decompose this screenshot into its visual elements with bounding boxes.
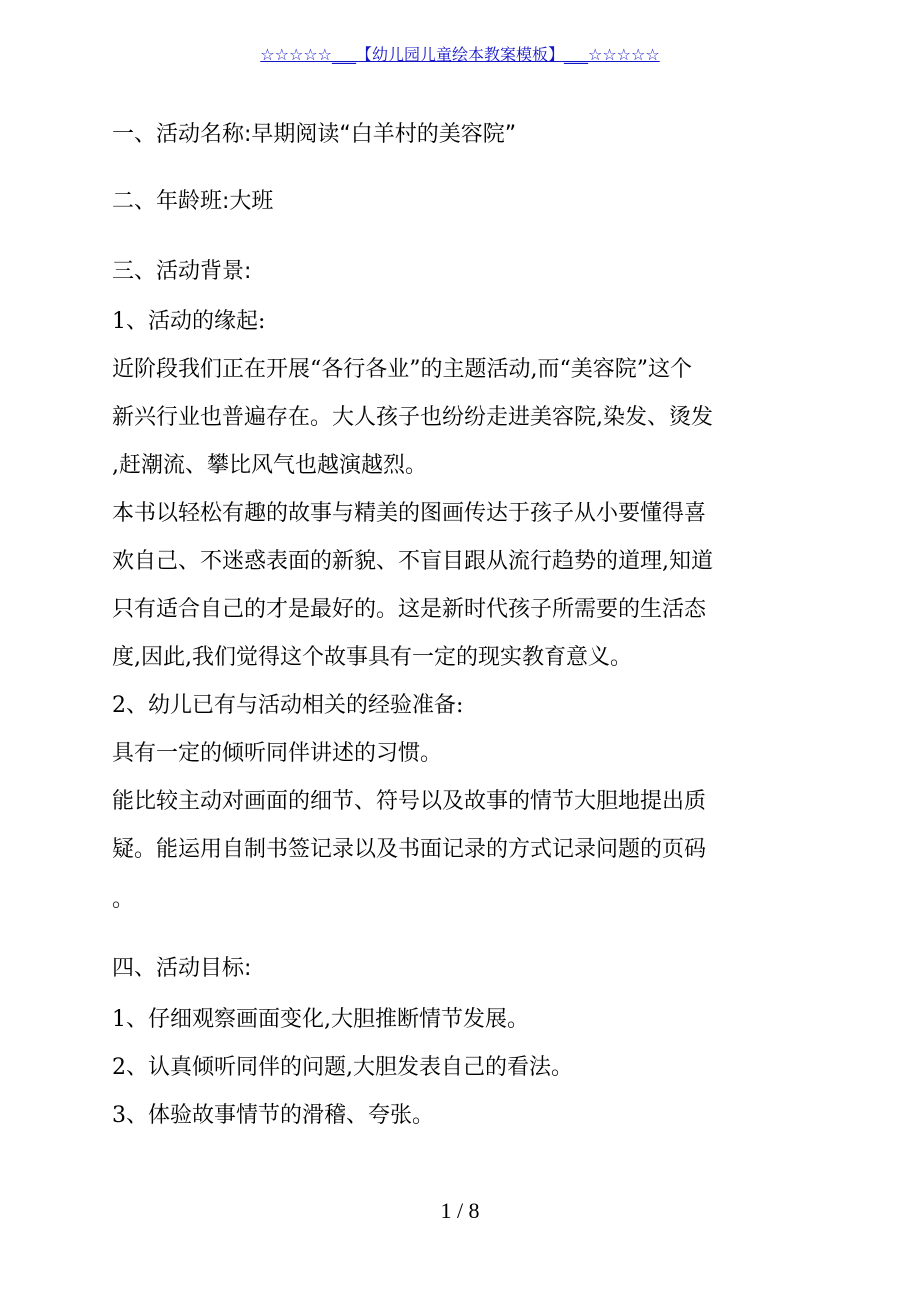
subheading-experience: 2、幼儿已有与活动相关的经验准备: bbox=[112, 693, 464, 718]
goal-item: 2、认真倾听同伴的问题,大胆发表自己的看法。 bbox=[112, 1055, 573, 1080]
paragraph-line: 疑。能运用自制书签记录以及书面记录的方式记录问题的页码 bbox=[112, 837, 707, 862]
paragraph-line: 本书以轻松有趣的故事与精美的图画传达于孩子从小要懂得喜 bbox=[112, 501, 707, 526]
section-heading-goals: 四、活动目标: bbox=[112, 956, 252, 981]
section-heading-background: 三、活动背景: bbox=[112, 259, 252, 284]
section-heading-activity-name: 一、活动名称:早期阅读“白羊村的美容院” bbox=[112, 122, 517, 147]
paragraph-line: 近阶段我们正在开展“各行各业”的主题活动,而“美容院”这个 bbox=[112, 357, 692, 382]
paragraph-line: 能比较主动对画面的细节、符号以及故事的情节大胆地提出质 bbox=[112, 789, 707, 814]
section-heading-age-group: 二、年龄班:大班 bbox=[112, 189, 274, 214]
paragraph-line: 。 bbox=[112, 887, 135, 912]
paragraph-line: 具有一定的倾听同伴讲述的习惯。 bbox=[112, 741, 443, 766]
document-header-title: ☆☆☆☆☆___【幼儿园儿童绘本教案模板】___☆☆☆☆☆ bbox=[260, 45, 660, 64]
page-number: 1 / 8 bbox=[440, 1198, 480, 1223]
paragraph-line: 只有适合自己的才是最好的。这是新时代孩子所需要的生活态 bbox=[112, 597, 707, 622]
subheading-origin: 1、活动的缘起: bbox=[112, 309, 266, 334]
paragraph-line: 欢自己、不迷惑表面的新貌、不盲目跟从流行趋势的道理,知道 bbox=[112, 549, 713, 574]
paragraph-line: ,赶潮流、攀比风气也越演越烈。 bbox=[112, 453, 427, 478]
goal-item: 3、体验故事情节的滑稽、夸张。 bbox=[112, 1103, 434, 1128]
goal-item: 1、仔细观察画面变化,大胆推断情节发展。 bbox=[112, 1007, 529, 1032]
paragraph-line: 新兴行业也普遍存在。大人孩子也纷纷走进美容院,染发、烫发 bbox=[112, 405, 713, 430]
paragraph-line: 度,因此,我们觉得这个故事具有一定的现实教育意义。 bbox=[112, 645, 632, 670]
